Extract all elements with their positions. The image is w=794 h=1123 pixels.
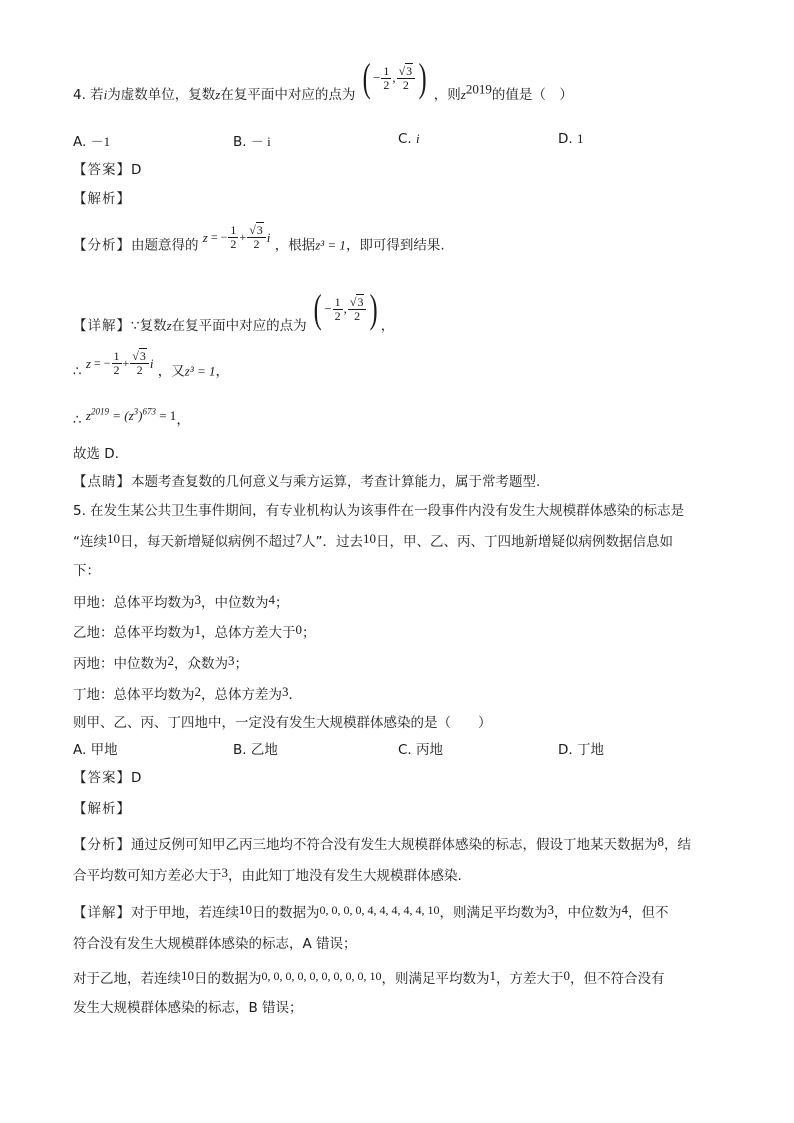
var-z: z (215, 87, 221, 102)
q4-answer: 【答案】D (73, 162, 142, 178)
q4-detail: 【详解】∵复数z在复平面中对应的点为 ( − $\frac{1}{2}$ , $\frac{√3}{2}$ ) ， (73, 286, 395, 334)
q5-option-d: D. 丁地 (558, 742, 604, 758)
q5-analysis-tag: 【解析】 (73, 801, 131, 817)
q5-stem-1: 5. 在发生某公共卫生事件期间，有专业机构认为该事件在一段事件内没有发生大规模群体感染的标志是 (73, 503, 685, 519)
q5-stem-2: “连续10日，每天新增疑似病例不超过7人”．过去10日，甲、乙、丙、丁四地新增疑似病例数据信息如 (73, 531, 673, 550)
q4-text: 为虚数单位，复数 (107, 87, 216, 103)
q5-detail-2: 符合没有发生大规模群体感染的标志，A 错误； (73, 936, 357, 952)
q4-detail-line3: ∴ $z^{2019} = (z^3)^{673} = 1$， (73, 406, 190, 428)
q5-stem-3: 下： (73, 563, 100, 579)
q4-option-c: C. i (398, 131, 420, 147)
q5-ding: 丁地：总体平均数为2，总体方差为3． (73, 684, 302, 703)
q5-question: 则甲、乙、丙、丁四地中，一定没有发生大规模群体感染的是（ ） (73, 715, 492, 731)
q4-fenxi: 【分析】由题意得的 z = − $\frac{1}{2}$ + $\frac{√3}{2}$ i ，根据z³ = 1，即可得到结果. (73, 223, 445, 254)
point-coordinate: ( − $\frac{1}{2}$ , $\frac{√3}{2}$ ) (362, 55, 427, 100)
q4-option-a: A. －1 (73, 134, 111, 150)
q5-fenxi-2: 合平均数可知方差必大于3，由此知丁地没有发生大规模群体感染. (73, 865, 462, 884)
q5-option-c: C. 丙地 (398, 742, 444, 758)
fraction: $\frac{√3}{2}$ (397, 65, 416, 92)
q5-detail-1: 【详解】对于甲地，若连续10日的数据为0, 0, 0, 0, 4, 4, 4, 4, 4, 10，则满足平均数为3，中位数为4，但不 (73, 902, 669, 921)
fraction: $\frac{1}{2}$ (383, 63, 390, 92)
q4-conclusion: 故选 D. (73, 446, 119, 462)
equation-z: z = − $\frac{1}{2}$ + $\frac{√3}{2}$ i (202, 223, 271, 251)
q5-answer: 【答案】D (73, 770, 142, 786)
q5-yi: 乙地：总体平均数为1，总体方差大于0； (73, 622, 316, 641)
q4-number: 4. 若 (73, 87, 104, 103)
q5-option-a: A. 甲地 (73, 742, 118, 758)
point-coordinate: ( − $\frac{1}{2}$ , $\frac{√3}{2}$ ) (313, 286, 379, 331)
q5-fenxi-1: 【分析】通过反例可知甲乙丙三地均不符合没有发生大规模群体感染的标志，假设丁地某天数据为8，结 (73, 834, 691, 853)
imag-unit: i (103, 87, 108, 102)
q4-detail-line2: ∴ z = − $\frac{1}{2}$ + $\frac{√3}{2}$ i ，又z³ = 1， (73, 349, 230, 380)
q5-option-b: B. 乙地 (233, 742, 278, 758)
q5-jia: 甲地：总体平均数为3，中位数为4； (73, 592, 289, 611)
q5-detail-4: 发生大规模群体感染的标志，B 错误； (73, 1000, 303, 1016)
q4-option-d: D. 1 (558, 131, 584, 147)
q5-bing: 丙地：中位数为2，众数为3； (73, 653, 248, 672)
q4-dianjing: 【点睛】本题考查复数的几何意义与乘方运算，考查计算能力，属于常考题型. (73, 474, 541, 490)
q4-stem: 4. 若i为虚数单位，复数z在复平面中对应的点为 ( − $\frac{1}{2}$ , $\frac{√3}{2}$ ) ，则$z^{2019}$的值是（ ） (73, 55, 573, 103)
q4-analysis-tag: 【解析】 (73, 191, 131, 207)
q4-option-b: B. － i (233, 134, 271, 150)
q5-detail-3: 对于乙地，若连续10日的数据为0, 0, 0, 0, 0, 0, 0, 0, 0, 10，则满足平均数为1，方差大于0，但不符合没有 (73, 968, 665, 987)
q4-text: 在复平面中对应的点为 (220, 87, 356, 103)
